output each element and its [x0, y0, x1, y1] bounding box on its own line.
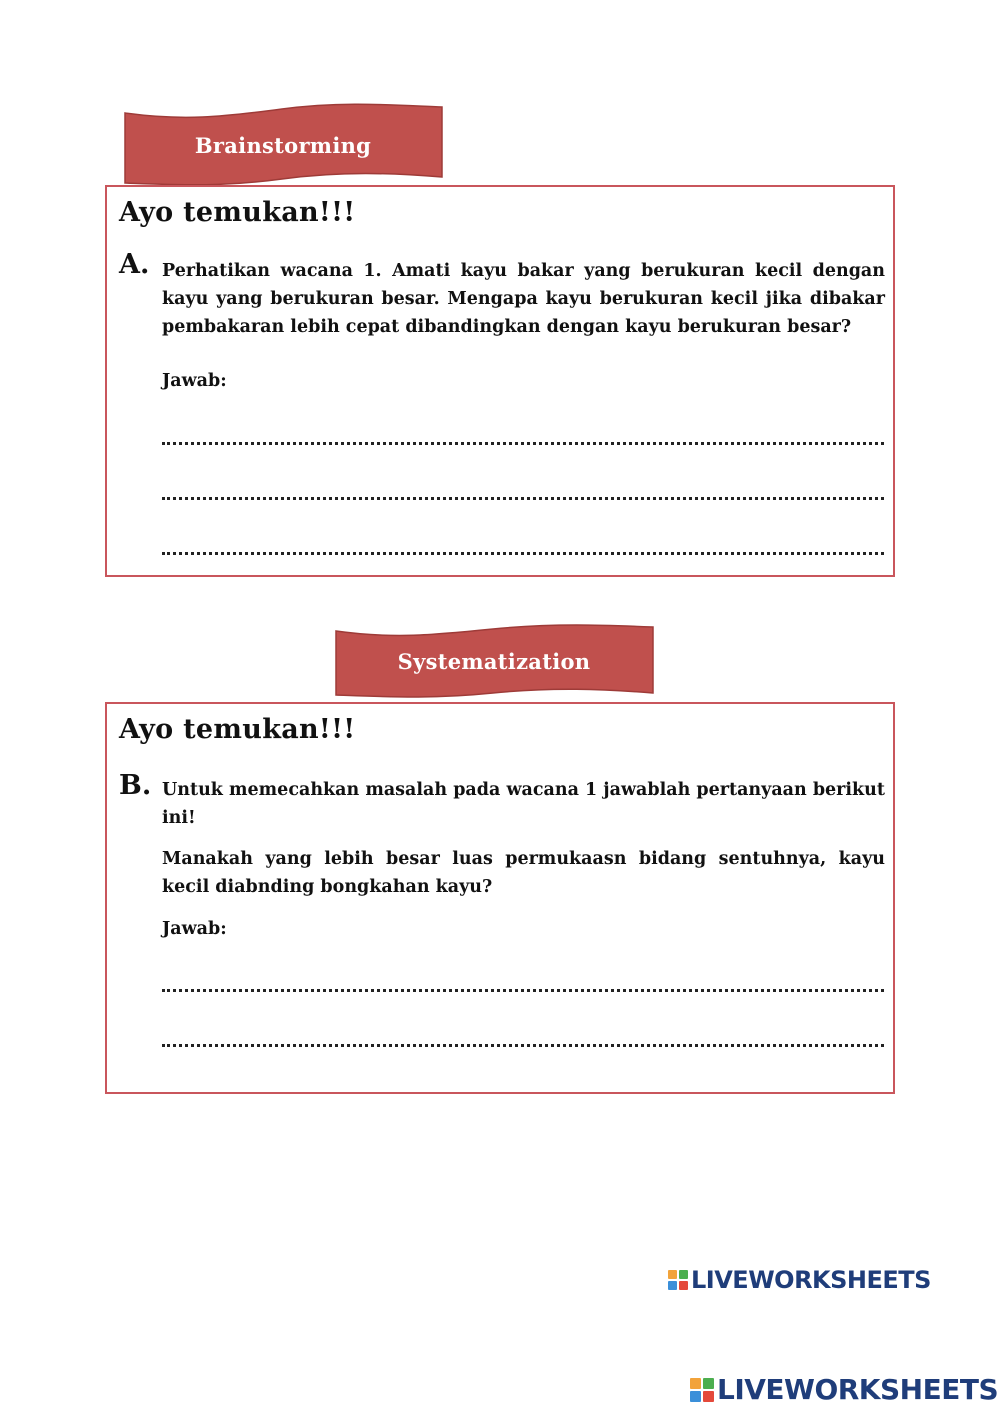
question-a-panel	[105, 185, 895, 577]
liveworksheets-logo	[690, 1373, 998, 1406]
banner-label: Systematization	[397, 648, 591, 674]
panel-heading: Ayo temukan!!!	[119, 197, 356, 228]
answer-line[interactable]	[162, 552, 884, 555]
question-letter: B.	[119, 770, 152, 801]
logo-text: LIVEWORKSHEETS	[717, 1373, 999, 1406]
logo-icon	[668, 1270, 688, 1290]
question-text: Perhatikan wacana 1. Amati kayu bakar yang berukuran kecil dengan kayu yang berukuran besar. Mengapa kayu berukuran kecil jika dibakar pembakaran lebih cepat dibandingkan dengan kayu berukuran besar?	[162, 261, 885, 337]
panel-heading: Ayo temukan!!!	[119, 714, 356, 745]
liveworksheets-logo	[668, 1266, 931, 1294]
question-b-panel	[105, 702, 895, 1094]
systematization-banner	[333, 623, 655, 699]
brainstorming-banner	[122, 103, 444, 187]
answer-line[interactable]	[162, 497, 884, 500]
question-letter: A.	[119, 249, 150, 280]
answer-label: Jawab:	[162, 919, 227, 939]
question-text: Untuk memecahkan masalah pada wacana 1 jawablah pertanyaan berikut ini!	[162, 780, 885, 828]
banner-label: Brainstorming	[194, 132, 372, 158]
answer-line[interactable]	[162, 442, 884, 445]
logo-text: LIVEWORKSHEETS	[691, 1266, 931, 1294]
logo-icon	[690, 1378, 714, 1402]
answer-line[interactable]	[162, 989, 884, 992]
answer-line[interactable]	[162, 1044, 884, 1047]
question-detail-text: Manakah yang lebih besar luas permukaasn bidang sentuhnya, kayu kecil diabnding bongkahan kayu?	[162, 849, 885, 897]
answer-label: Jawab:	[162, 371, 227, 391]
